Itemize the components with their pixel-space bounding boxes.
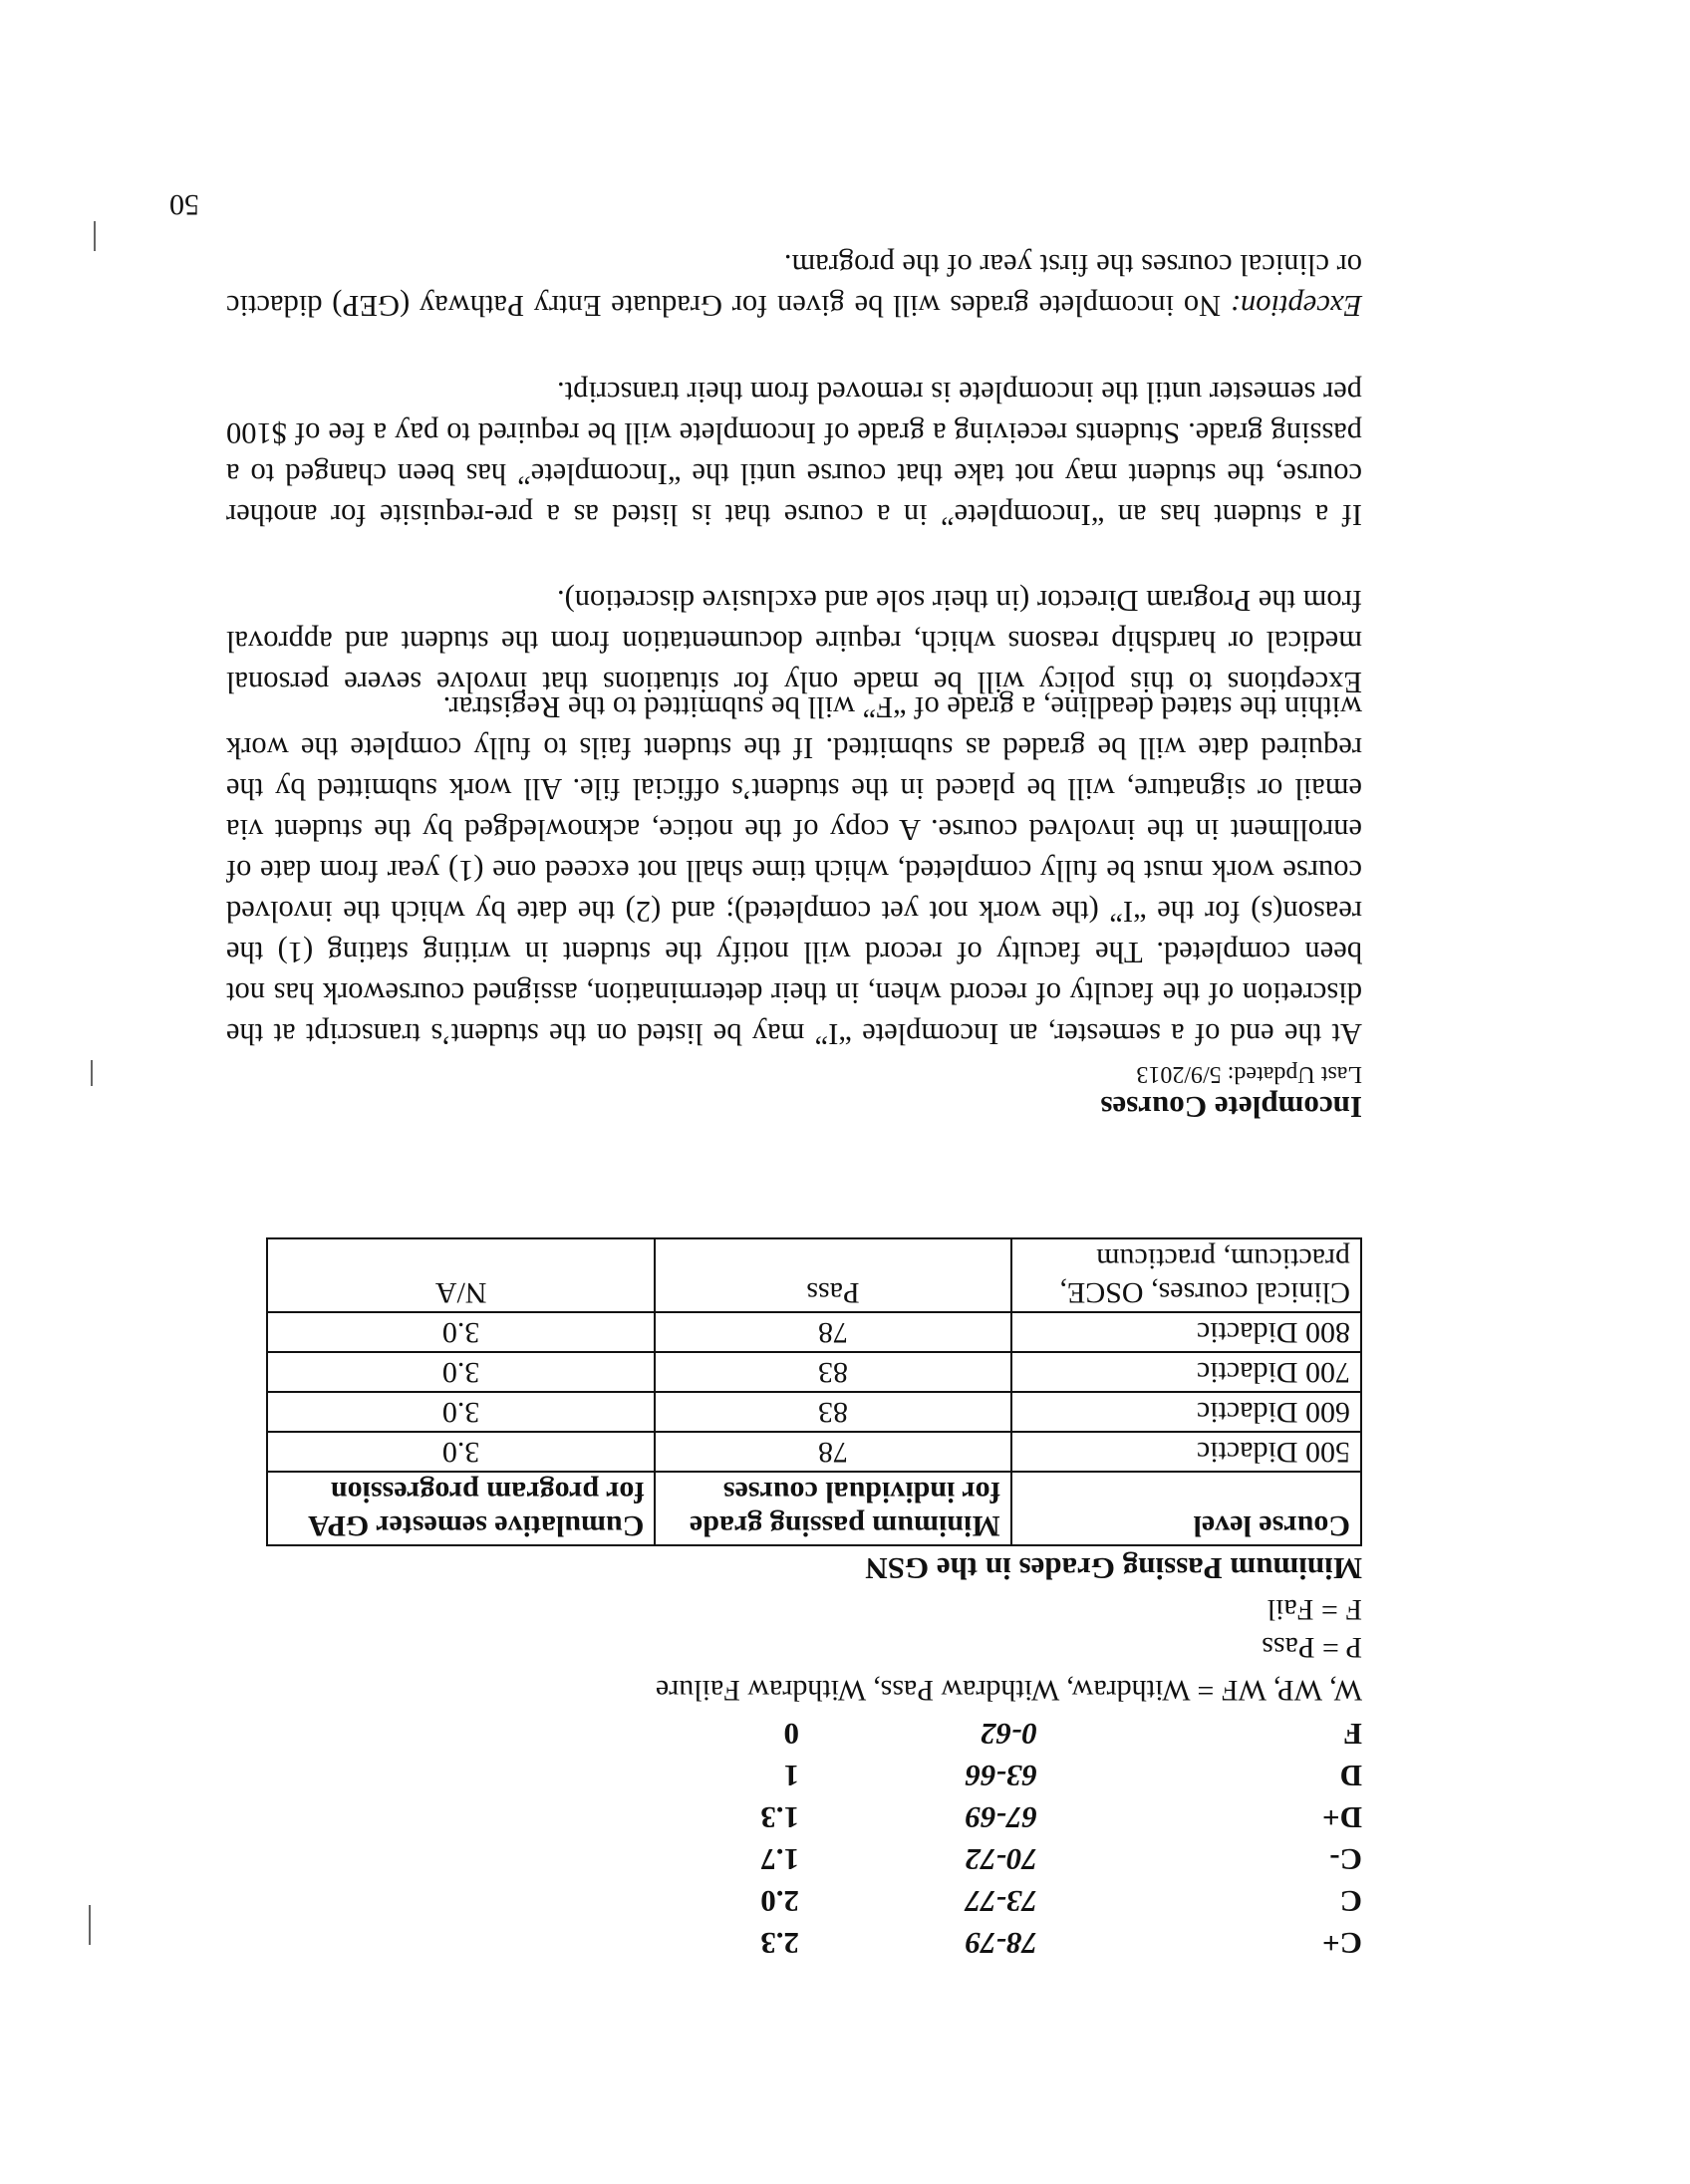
grade-range: 0-62 <box>981 1717 1037 1752</box>
incomplete-paragraph-2: Exceptions to this policy will be made only for situations that involve severe personal medical or hardship reasons which, require documentation from the student and approval from the Program Director (in their sole and exclusive discretion). <box>226 584 1362 699</box>
table-header-row <box>267 1472 1361 1545</box>
page-number: 50 <box>169 188 199 221</box>
incomplete-paragraph-3: If a student has an “Incomplete” in a course that is listed as a pre-requisite for another course, the student may not take that course until the “Incomplete” has been changed to a passing grade. Students receiving a grade of Incomplete will be required to pay a fee of $100 per semester until the incomplete is removed from their transcript. <box>226 376 1362 532</box>
cell-gpa: N/A <box>267 1238 655 1312</box>
grade-letter: F <box>1343 1717 1362 1752</box>
exception-text: No incomplete grades will be given for Graduate Entry Pathway (GEP) didactic or clinical courses the first year of the program. <box>225 248 1362 323</box>
cell-min: Pass <box>655 1238 1010 1312</box>
header-course-level: Course level <box>1011 1472 1361 1545</box>
cell-gpa: 3.0 <box>267 1312 655 1352</box>
cell-gpa: 3.0 <box>267 1352 655 1392</box>
grade-points: 1.3 <box>760 1800 799 1835</box>
grade-letter: D+ <box>1321 1800 1362 1835</box>
grade-range: 63-66 <box>965 1759 1037 1793</box>
scan-mark <box>94 221 96 251</box>
legend-pass: P = Pass <box>1262 1631 1362 1664</box>
grade-range: 70-72 <box>965 1842 1037 1877</box>
cell-gpa: 3.0 <box>267 1392 655 1432</box>
cell-min: 83 <box>655 1392 1010 1432</box>
min-grades-title: Minimum Passing Grades in the GSN <box>865 1551 1362 1586</box>
cell-level: 800 Didactic <box>1011 1312 1361 1352</box>
grade-row <box>704 1880 1362 1922</box>
exception-label: Exception: <box>1230 289 1362 323</box>
cell-level: 700 Didactic <box>1011 1352 1361 1392</box>
incomplete-title: Incomplete Courses <box>1100 1090 1362 1125</box>
cell-min: 78 <box>655 1312 1010 1352</box>
cell-gpa: 3.0 <box>267 1432 655 1472</box>
cell-level: 600 Didactic <box>1011 1392 1361 1432</box>
exception-paragraph <box>226 244 1362 326</box>
grade-range: 67-69 <box>965 1800 1037 1835</box>
cell-level: Clinical courses, OSCE, practicum, practicum <box>1011 1238 1361 1312</box>
header-gpa: Cumulative semester GPA for program progression <box>267 1472 655 1545</box>
grade-letter: C- <box>1329 1842 1362 1877</box>
last-updated: Last Updated: 5/9/2013 <box>1136 1061 1362 1087</box>
grade-points: 1 <box>783 1759 799 1793</box>
table-row <box>267 1312 1361 1352</box>
scan-mark <box>89 1905 91 1945</box>
cell-min: 78 <box>655 1432 1010 1472</box>
grade-points: 1.7 <box>760 1842 799 1877</box>
grade-row <box>704 1796 1362 1838</box>
grade-points: 2.3 <box>760 1926 799 1961</box>
table-row <box>267 1432 1361 1472</box>
table-row <box>267 1392 1361 1432</box>
grade-range: 78-79 <box>965 1926 1037 1961</box>
header-min-grade: Minimum passing grade for individual courses <box>655 1472 1010 1545</box>
grade-points: 0 <box>783 1717 799 1752</box>
grade-row <box>704 1838 1362 1880</box>
grade-row <box>704 1713 1362 1755</box>
legend-fail: F = Fail <box>1267 1593 1362 1626</box>
incomplete-paragraph-1: At the end of a semester, an Incomplete “I” may be listed on the student’s transcript at the discretion of the faculty of record when, in their determination, assigned coursework has not been completed. The faculty of record will notify the student in writing stating (1) the reason(s) for the “I” (the work not yet completed); and (2) the date by which the involved course work must be fully completed, which time shall not exceed one (1) year from date of enrollment in the involved course. A copy of the notice, acknowledged by the student via email or signature, will be placed in the student’s official file. All work submitted by the required date will be graded as submitted. If the student fails to fully complete the work within the stated deadline, a grade of “F” will be submitted to the Registrar. <box>226 690 1362 1051</box>
scan-mark <box>91 1060 93 1086</box>
grade-letter: C+ <box>1321 1926 1362 1961</box>
cell-min: 83 <box>655 1352 1010 1392</box>
grade-range: 73-77 <box>965 1884 1037 1919</box>
legend-withdraw: W, WP, WF = Withdraw, Withdraw Pass, Withdraw Failure <box>655 1674 1362 1707</box>
grade-points: 2.0 <box>760 1884 799 1919</box>
table-row <box>267 1352 1361 1392</box>
grade-letter: D <box>1339 1759 1362 1793</box>
min-grades-table <box>266 1237 1362 1546</box>
grade-row <box>704 1755 1362 1796</box>
table-row <box>267 1238 1361 1312</box>
grade-letter: C <box>1339 1884 1362 1919</box>
cell-level: 500 Didactic <box>1011 1432 1361 1472</box>
grade-row <box>704 1922 1362 1964</box>
